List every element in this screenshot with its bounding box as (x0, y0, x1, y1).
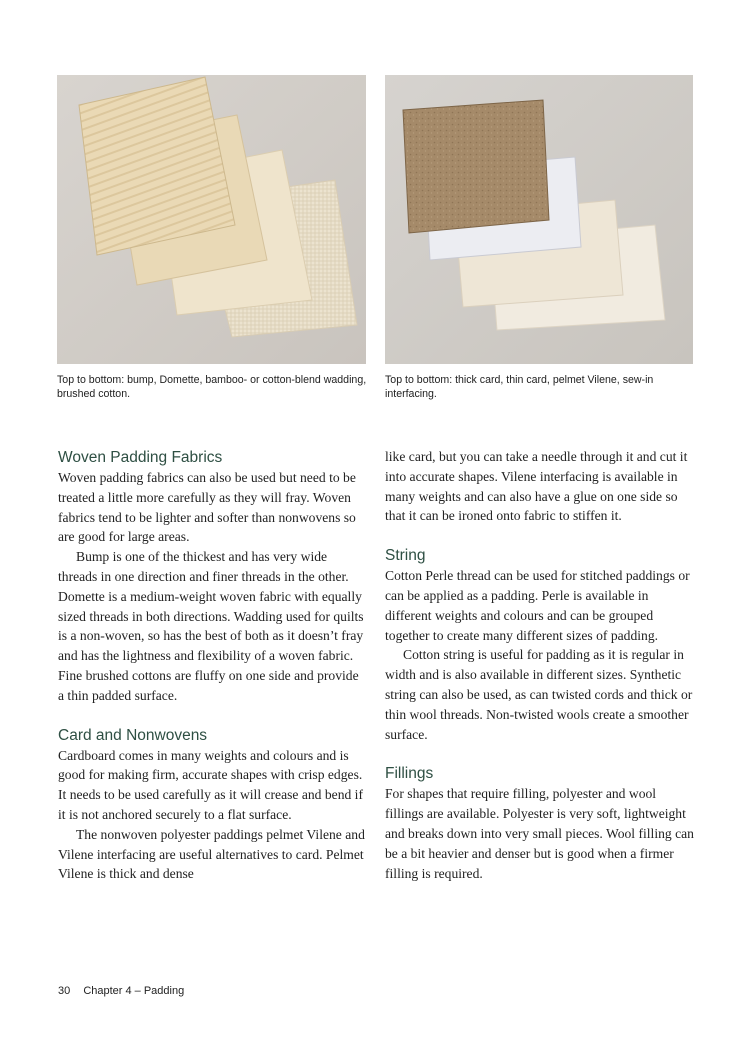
string-heading: String (385, 547, 426, 565)
fillings-heading: Fillings (385, 765, 434, 783)
woven-heading: Woven Padding Fabrics (58, 449, 223, 466)
card-paragraph-1: Cardboard comes in many weights and colours and is good for making firm, accurate shapes with crisp edges. It needs to be used carefully as it will crease and bend if it is not anchored securely to a flat surface. (58, 747, 363, 822)
chapter-title: Chapter 4 – Padding (83, 985, 185, 997)
thick-card-square (403, 100, 549, 233)
fillings-paragraph-1: For shapes that require filling, polyester and wool fillings are available. Polyester is very soft, lightweight and breaks down into very small pieces. Wool filling can be a bit heavier and denser but is good when a firmer filling is required. (385, 786, 694, 881)
string-paragraph-1: Cotton Perle thread can be used for stitched paddings or can be applied as a padding. Perle is available in different weights and colours and can be grouped together to create many different sizes of padding. (385, 568, 690, 643)
page-footer (58, 985, 184, 997)
card-paragraph-2: The nonwoven polyester paddings pelmet Vilene and Vilene interfacing are useful alternatives to card. Pelmet Vilene is thick and dense (58, 826, 365, 882)
fabric-samples-photo (57, 75, 366, 364)
photo-caption-right: Top to bottom: thick card, thin card, pelmet Vilene, sew-in interfacing. (385, 374, 654, 400)
string-paragraph-2: Cotton string is useful for padding as it is regular in width and is also available in different sizes. Synthetic string can also be used, as can twisted cords and thick or thin wool threads. Non-twisted wools create a smoother surface. (385, 647, 693, 742)
card-samples-photo (385, 75, 693, 364)
woven-paragraph-1: Woven padding fabrics can also be used but need to be treated a little more carefully as they will fray. Woven fabrics tend to be lighter and softer than nonwovens so are good for large areas. (58, 470, 356, 545)
woven-paragraph-2: Bump is one of the thickest and has very wide threads in one direction and finer threads in the other. Domette is a medium-weight woven fabric with equally sized threads in both directions. Wadding used for quilts is a non-woven, so has the best of both as it doesn’t fray and has the lightness and flexibility of a woven fabric. Fine brushed cottons are fluffy on one side and provide a thin padded surface. (58, 549, 364, 703)
card-paragraph-2-continued: like card, but you can take a needle through it and cut it into accurate shapes. Vilene interfacing is available in many weights and can also have a glue on one side so that it can be ironed onto fabric to stiffen it. (385, 449, 688, 524)
page-number: 30 (58, 985, 71, 997)
card-heading: Card and Nonwovens (58, 726, 208, 744)
photo-caption-left: Top to bottom: bump, Domette, bamboo- or cotton-blend wadding, brushed cotton. (57, 374, 367, 400)
right-column (385, 447, 695, 883)
left-column (58, 447, 368, 884)
